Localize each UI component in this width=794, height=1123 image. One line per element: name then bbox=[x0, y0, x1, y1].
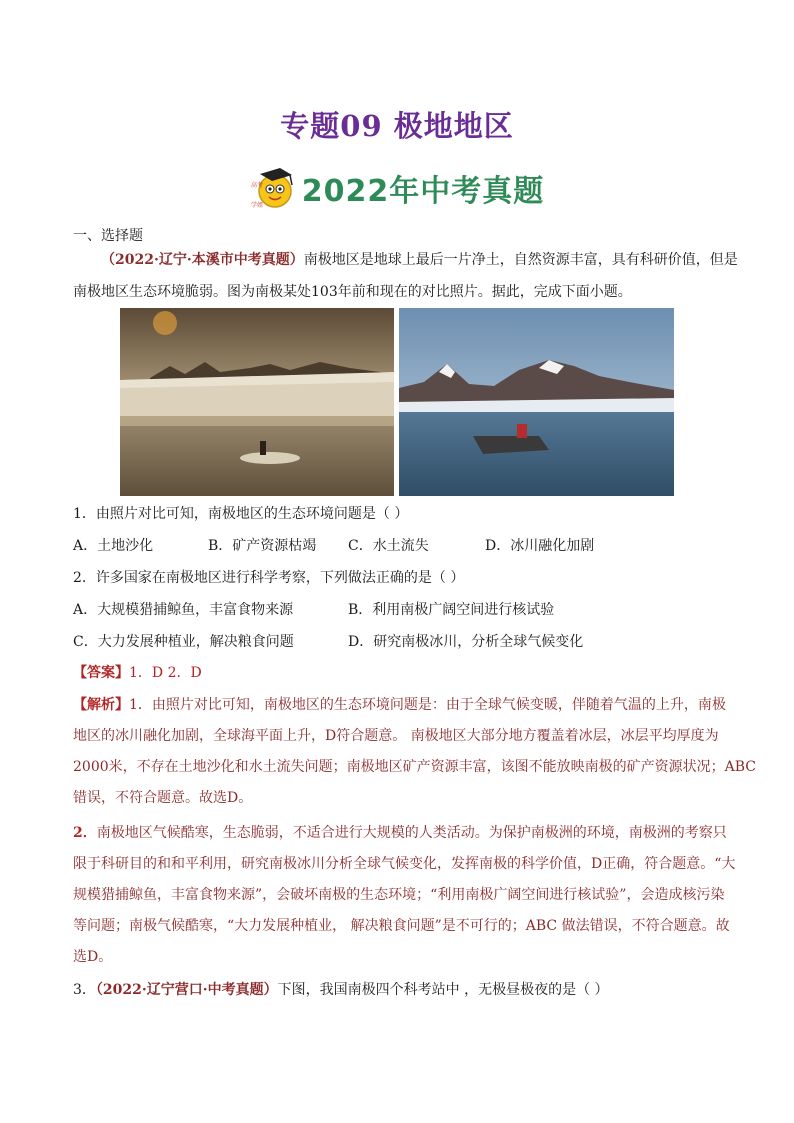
subtitle-row bbox=[0, 165, 794, 211]
analysis-p2-line-3: 规模猎捕鲸鱼，丰富食物来源”，会破坏南极的生态环境；“利用南极广阔空间进行核试验”，会造成核污染 bbox=[73, 887, 725, 903]
analysis-p2-line-2: 限于科研目的和和平利用，研究南极冰川分析全球气候变化，发挥南极的科学价值，D正确，符合题意。“大 bbox=[73, 856, 736, 872]
answer-label: 【答案】 bbox=[73, 665, 129, 681]
analysis-p1-line-3: 2000米，不存在土地沙化和水土流失问题；南极地区矿产资源丰富，该图不能放映南极的矿产资源状况；ABC bbox=[73, 759, 756, 775]
q3-stem: 下图，我国南极四个科考站中 ，无极昼极夜的是（ ） bbox=[277, 982, 609, 998]
svg-text:学姐: 学姐 bbox=[250, 202, 263, 209]
answer-line bbox=[73, 663, 202, 683]
q2-stem: 2．许多国家在南极地区进行科学考察，下列做法正确的是（ ） bbox=[73, 570, 465, 586]
analysis-p2-line-1: 2．南极地区气候酷寒，生态脆弱，不适合进行大规模的人类活动。为保护南极洲的环境，南极洲的考察只 bbox=[73, 825, 727, 841]
modern-photo-icon bbox=[399, 308, 674, 496]
q3-source: （2022·辽宁营口·中考真题） bbox=[95, 982, 278, 998]
analysis-p2-line-5: 选D。 bbox=[73, 949, 113, 965]
q3-number: 3． bbox=[73, 982, 96, 998]
q3-line bbox=[73, 980, 609, 1000]
q2-option-c: C．大力发展种植业，解决粮食问题 bbox=[73, 634, 294, 650]
q1-option-d: D．冰川融化加剧 bbox=[485, 538, 595, 554]
intro-source: （2022·辽宁·本溪市中考真题） bbox=[101, 252, 304, 268]
intro-text-1: 南极地区是地球上最后一片净土，自然资源丰富，具有科研价值，但是 bbox=[303, 252, 738, 268]
intro-line-1 bbox=[101, 250, 738, 270]
analysis-p1-line-2: 地区的冰川融化加剧，全球海平面上升，D符合题意。 南极地区大部分地方覆盖着冰层，冰层平均厚度为 bbox=[73, 728, 719, 744]
page-title: 专题09 极地地区 bbox=[280, 109, 514, 143]
historic-glacier-photo bbox=[120, 308, 394, 496]
mascot-logo-icon bbox=[250, 165, 296, 211]
analysis-p1-line-4: 错误，不符合题意。故选D。 bbox=[73, 790, 253, 806]
intro-line-2: 南极地区生态环境脆弱。图为南极某处103年前和现在的对比照片。据此，完成下面小题。 bbox=[73, 284, 632, 300]
q1-option-b: B．矿产资源枯竭 bbox=[208, 538, 317, 554]
page-subtitle: 2022年中考真题 bbox=[301, 174, 545, 209]
q2-option-b: B．利用南极广阔空间进行核试验 bbox=[348, 602, 555, 618]
answer-text: 1．D 2．D bbox=[129, 665, 202, 681]
mascot-text: 高考 bbox=[250, 182, 263, 189]
q2-option-a: A．大规模猎捕鲸鱼，丰富食物来源 bbox=[73, 602, 294, 618]
q1-option-a: A．土地沙化 bbox=[73, 538, 154, 554]
modern-glacier-photo bbox=[399, 308, 674, 496]
analysis-label: 【解析】 bbox=[73, 697, 129, 713]
section-label: 一、选择题 bbox=[73, 228, 143, 244]
analysis-p2-line-4: 等问题；南极气候酷寒，“大力发展种植业， 解决粮食问题”是不可行的；ABC 做法错误，不符合题意。故 bbox=[73, 918, 730, 934]
q2-option-d: D．研究南极冰川，分析全球气候变化 bbox=[348, 634, 584, 650]
analysis-p1-line-1: 【解析】1．由照片对比可知，南极地区的生态环境问题是：由于全球气候变暖，伴随着气温的上升，南极 bbox=[73, 697, 726, 713]
historic-photo-icon bbox=[120, 308, 394, 496]
q1-stem: 1．由照片对比可知，南极地区的生态环境问题是（ ） bbox=[73, 506, 409, 522]
q1-option-c: C．水土流失 bbox=[348, 538, 429, 554]
